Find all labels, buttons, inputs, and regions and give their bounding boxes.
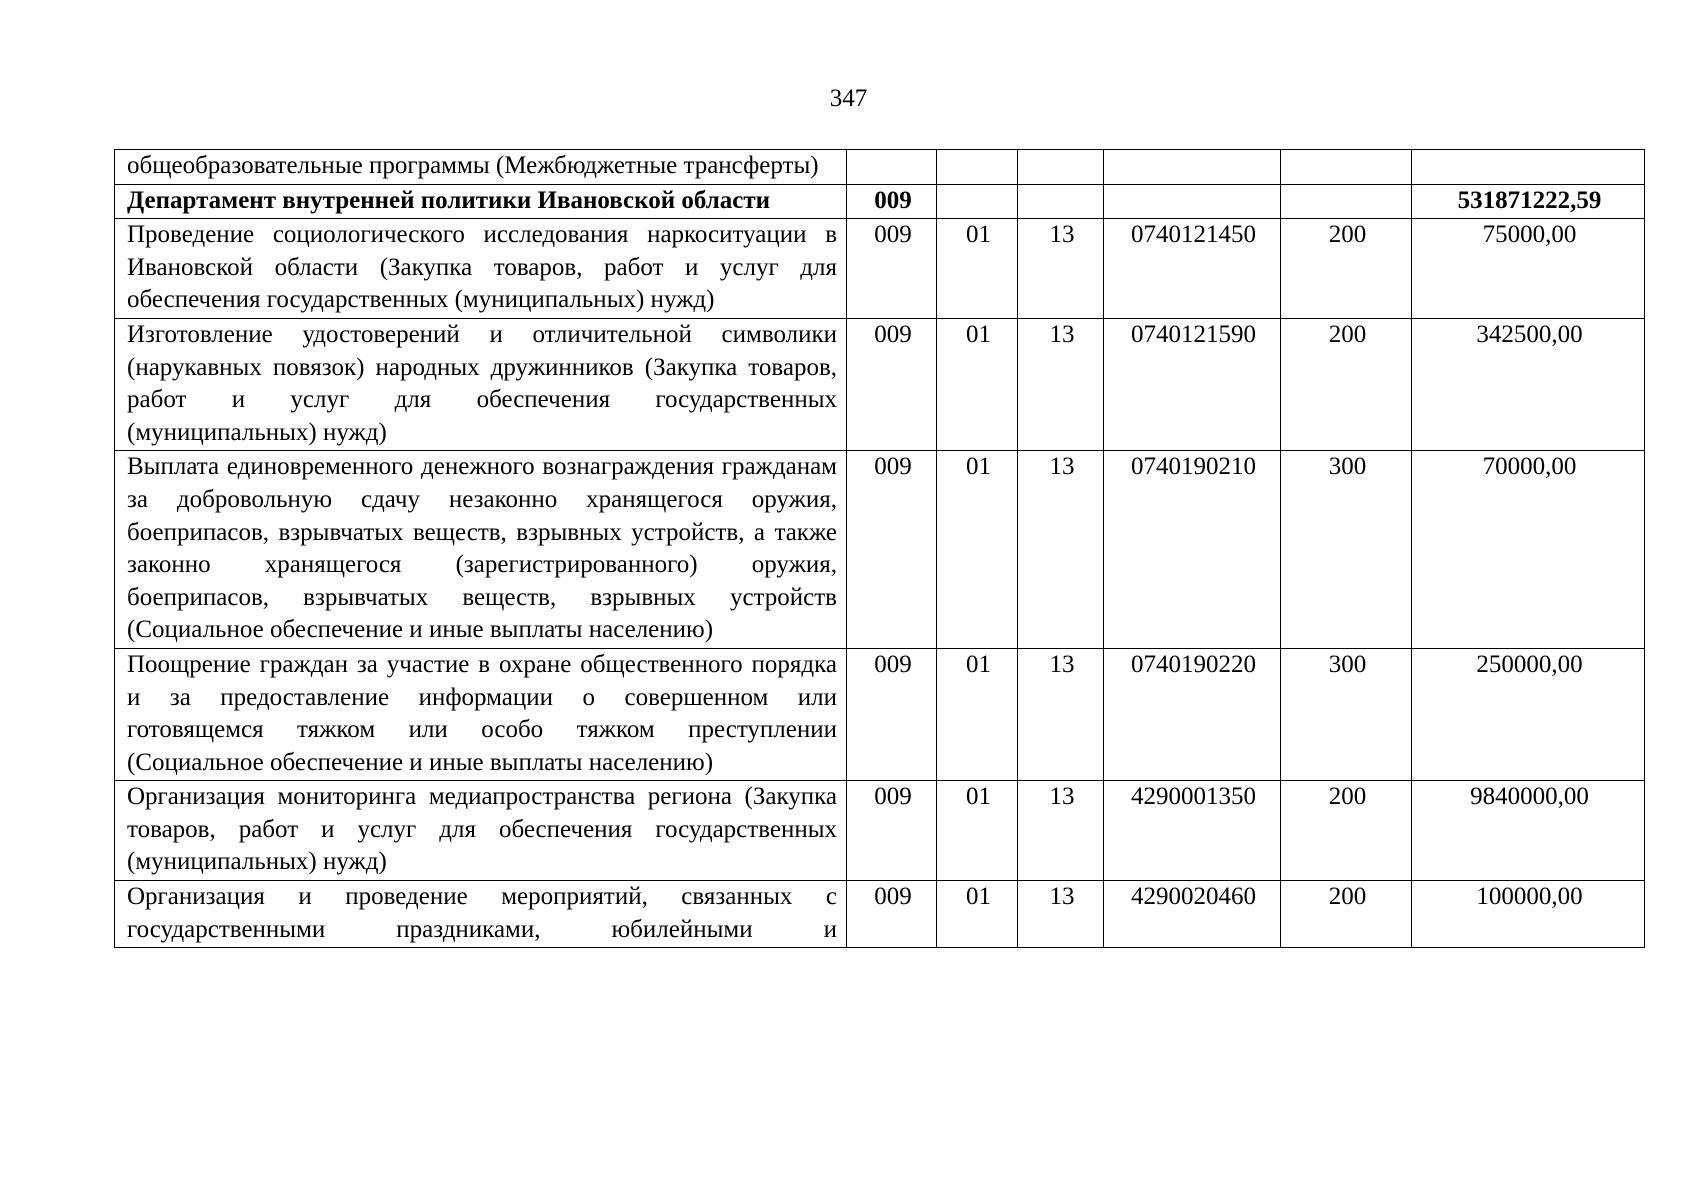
section-code-cell: 01 <box>937 318 1018 450</box>
amount-cell <box>1412 150 1645 185</box>
budget-table <box>114 149 1645 948</box>
amount-cell: 531871222,59 <box>1412 184 1645 219</box>
ministry-code-cell: 009 <box>847 648 937 780</box>
subsection-code-cell <box>1018 150 1104 185</box>
target-article-cell: 4290001350 <box>1104 781 1281 881</box>
expense-name-cell <box>115 881 847 948</box>
target-article-cell <box>1104 150 1281 185</box>
expense-type-cell: 300 <box>1281 451 1412 649</box>
expense-name-cell: Организация мониторинга медиапространства региона (Закупка товаров, работ и услуг для обеспечения государственных (муниципальных) нужд) <box>115 781 847 881</box>
amount-cell: 9840000,00 <box>1412 781 1645 881</box>
table-row <box>115 881 1645 948</box>
expense-name-cell: Проведение социологического исследования наркоситуации в Ивановской области (Закупка товаров, работ и услуг для обеспечения государственных (муниципальных) нужд) <box>115 219 847 319</box>
table-row <box>115 451 1645 649</box>
subsection-code-cell <box>1018 184 1104 219</box>
table-row-department <box>115 184 1645 219</box>
expense-name-cell: общеобразовательные программы (Межбюджетные трансферты) <box>115 150 847 185</box>
amount-cell: 100000,00 <box>1412 881 1645 948</box>
budget-table-body <box>115 150 1645 948</box>
expense-name-cell: Изготовление удостоверений и отличительной символики (нарукавных повязок) народных дружинников (Закупка товаров, работ и услуг для обеспечения государственных (муниципальных) нужд) <box>115 318 847 450</box>
expense-type-cell: 200 <box>1281 219 1412 319</box>
target-article-cell: 4290020460 <box>1104 881 1281 948</box>
ministry-code-cell: 009 <box>847 318 937 450</box>
page-number: 347 <box>829 85 868 112</box>
subsection-code-cell: 13 <box>1018 318 1104 450</box>
subsection-code-cell: 13 <box>1018 881 1104 948</box>
section-code-cell: 01 <box>937 219 1018 319</box>
expense-type-cell: 200 <box>1281 881 1412 948</box>
target-article-cell: 0740121450 <box>1104 219 1281 319</box>
table-row <box>115 648 1645 780</box>
target-article-cell <box>1104 184 1281 219</box>
table-row <box>115 150 1645 185</box>
subsection-code-cell: 13 <box>1018 648 1104 780</box>
expense-type-cell <box>1281 184 1412 219</box>
table-row <box>115 318 1645 450</box>
subsection-code-cell: 13 <box>1018 219 1104 319</box>
section-code-cell: 01 <box>937 881 1018 948</box>
expense-name-cell: Департамент внутренней политики Ивановской области <box>115 184 847 219</box>
amount-cell: 70000,00 <box>1412 451 1645 649</box>
amount-cell: 250000,00 <box>1412 648 1645 780</box>
table-row <box>115 219 1645 319</box>
expense-name-cell: Поощрение граждан за участие в охране общественного порядка и за предоставление информации о совершенном или готовящемся тяжком или особо тяжком преступлении (Социальное обеспечение и иные выплаты населению) <box>115 648 847 780</box>
table-row <box>115 781 1645 881</box>
section-code-cell <box>937 184 1018 219</box>
expense-type-cell: 200 <box>1281 318 1412 450</box>
section-code-cell <box>937 150 1018 185</box>
ministry-code-cell: 009 <box>847 184 937 219</box>
ministry-code-cell: 009 <box>847 219 937 319</box>
target-article-cell: 0740190210 <box>1104 451 1281 649</box>
expense-name-cell: Выплата единовременного денежного вознаграждения гражданам за добровольную сдачу незаконно хранящегося оружия, боеприпасов, взрывчатых веществ, взрывных устройств, а также законно хранящегося (зарегистрированного) оружия, боеприпасов, взрывчатых веществ, взрывных устройств (Социальное обеспечение и иные выплаты населению) <box>115 451 847 649</box>
expense-name-text: Организация и проведение мероприятий, связанных с государственными праздниками, юбилейными и <box>127 883 837 943</box>
target-article-cell: 0740190220 <box>1104 648 1281 780</box>
ministry-code-cell: 009 <box>847 451 937 649</box>
subsection-code-cell: 13 <box>1018 451 1104 649</box>
section-code-cell: 01 <box>937 781 1018 881</box>
target-article-cell: 0740121590 <box>1104 318 1281 450</box>
section-code-cell: 01 <box>937 451 1018 649</box>
ministry-code-cell: 009 <box>847 781 937 881</box>
subsection-code-cell: 13 <box>1018 781 1104 881</box>
amount-cell: 342500,00 <box>1412 318 1645 450</box>
ministry-code-cell <box>847 150 937 185</box>
expense-type-cell: 300 <box>1281 648 1412 780</box>
amount-cell: 75000,00 <box>1412 219 1645 319</box>
expense-type-cell <box>1281 150 1412 185</box>
expense-type-cell: 200 <box>1281 781 1412 881</box>
ministry-code-cell: 009 <box>847 881 937 948</box>
section-code-cell: 01 <box>937 648 1018 780</box>
